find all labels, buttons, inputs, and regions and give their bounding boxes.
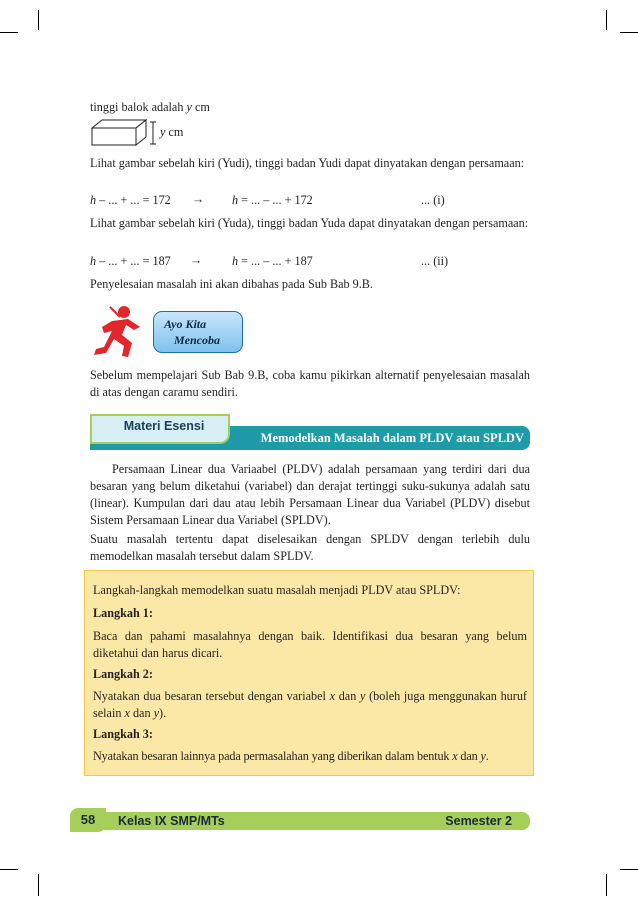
- crop-mark: [38, 874, 39, 896]
- ayo-paragraph: Sebelum mempelajari Sub Bab 9.B, coba kamu pikirkan alternatif penyelesaian masalah di atas dengan caramu sendiri.: [90, 368, 530, 399]
- closing-line: Penyelesaian masalah ini akan dibahas pada Sub Bab 9.B.: [90, 277, 373, 291]
- footer-semester-label: Semester 2: [445, 814, 512, 828]
- figure-label: y cm: [160, 125, 184, 139]
- yuda-arrow: →: [190, 253, 203, 267]
- body-paragraph-1: Persamaan Linear dua Variaabel (PLDV) adalah persamaan yang terdiri dari dua besaran yang belum diketahui (variabel) dan derajat tertinggi suku-sukunya adalah satu (linear). Kumpulan dari dau atau lebih Persamaan Linear dua Variabel (PLDV) disebut Sistem Persamaan Linear dua Variabel (SPLDV).: [90, 462, 530, 527]
- yudi-eq-left: h – ... + ... = 172: [90, 193, 171, 207]
- yuda-eq-right: h = ... – ... + 187: [232, 254, 313, 268]
- body-paragraph-2: Suatu masalah tertentu dapat diselesaikan dengan SPLDV dengan terlebih dulu memodelkan masalah tersebut dalam SPLDV.: [90, 532, 530, 563]
- crop-mark: [606, 10, 607, 30]
- yudi-eq-right: h = ... – ... + 172: [232, 193, 313, 207]
- yuda-eq-left: h – ... + ... = 187: [90, 254, 171, 268]
- yudi-arrow: →: [192, 192, 205, 206]
- step3-title: Langkah 3:: [93, 727, 153, 741]
- crop-mark: [620, 32, 638, 33]
- intro-line: tinggi balok adalah y cm: [90, 100, 210, 114]
- step1-text: Baca dan pahami masalahnya dengan baik. Identifikasi dua besaran yang belum diketahui dan harus dicari.: [93, 629, 527, 660]
- yudi-paragraph: Lihat gambar sebelah kiri (Yudi), tinggi badan Yudi dapat dinyatakan dengan persamaan:: [90, 156, 525, 170]
- crop-mark: [38, 10, 39, 30]
- steps-box: [84, 570, 534, 776]
- banner-title: Memodelkan Masalah dalam PLDV atau SPLDV: [260, 431, 524, 445]
- crop-mark: [0, 32, 18, 33]
- running-person-icon: [90, 303, 160, 359]
- banner-tab-label: Materi Esensi: [123, 419, 205, 433]
- page-number-badge: [70, 808, 106, 832]
- footer-class-label: Kelas IX SMP/MTs: [118, 814, 225, 828]
- yuda-paragraph: Lihat gambar sebelah kiri (Yuda), tinggi badan Yuda dapat dinyatakan dengan persamaan:: [90, 216, 529, 230]
- crop-mark: [0, 869, 18, 870]
- crop-mark: [606, 874, 607, 896]
- crop-mark: [620, 869, 638, 870]
- page-number: 58: [80, 812, 96, 827]
- ayo-line2: Mencoba: [174, 333, 220, 347]
- materi-esensi-banner: [90, 420, 530, 450]
- page-footer: [70, 808, 530, 832]
- step1-title: Langkah 1:: [93, 606, 153, 620]
- step2-text: Nyatakan dua besaran tersebut dengan variabel x dan y (boleh juga menggunakan huruf selain x dan y).: [93, 689, 527, 720]
- step3-text: Nyatakan besaran lainnya pada permasalahan yang diberikan dalam bentuk x dan y.: [93, 749, 489, 763]
- ayo-line1: Ayo Kita: [164, 317, 207, 331]
- yuda-eq-tag: ... (ii): [421, 254, 449, 268]
- step2-title: Langkah 2:: [93, 667, 153, 681]
- ayo-kita-mencoba-badge: [153, 311, 243, 353]
- steps-intro: Langkah-langkah memodelkan suatu masalah menjadi PLDV atau SPLDV:: [93, 583, 461, 597]
- banner-tab: [90, 414, 230, 444]
- yudi-eq-tag: ... (i): [421, 193, 445, 207]
